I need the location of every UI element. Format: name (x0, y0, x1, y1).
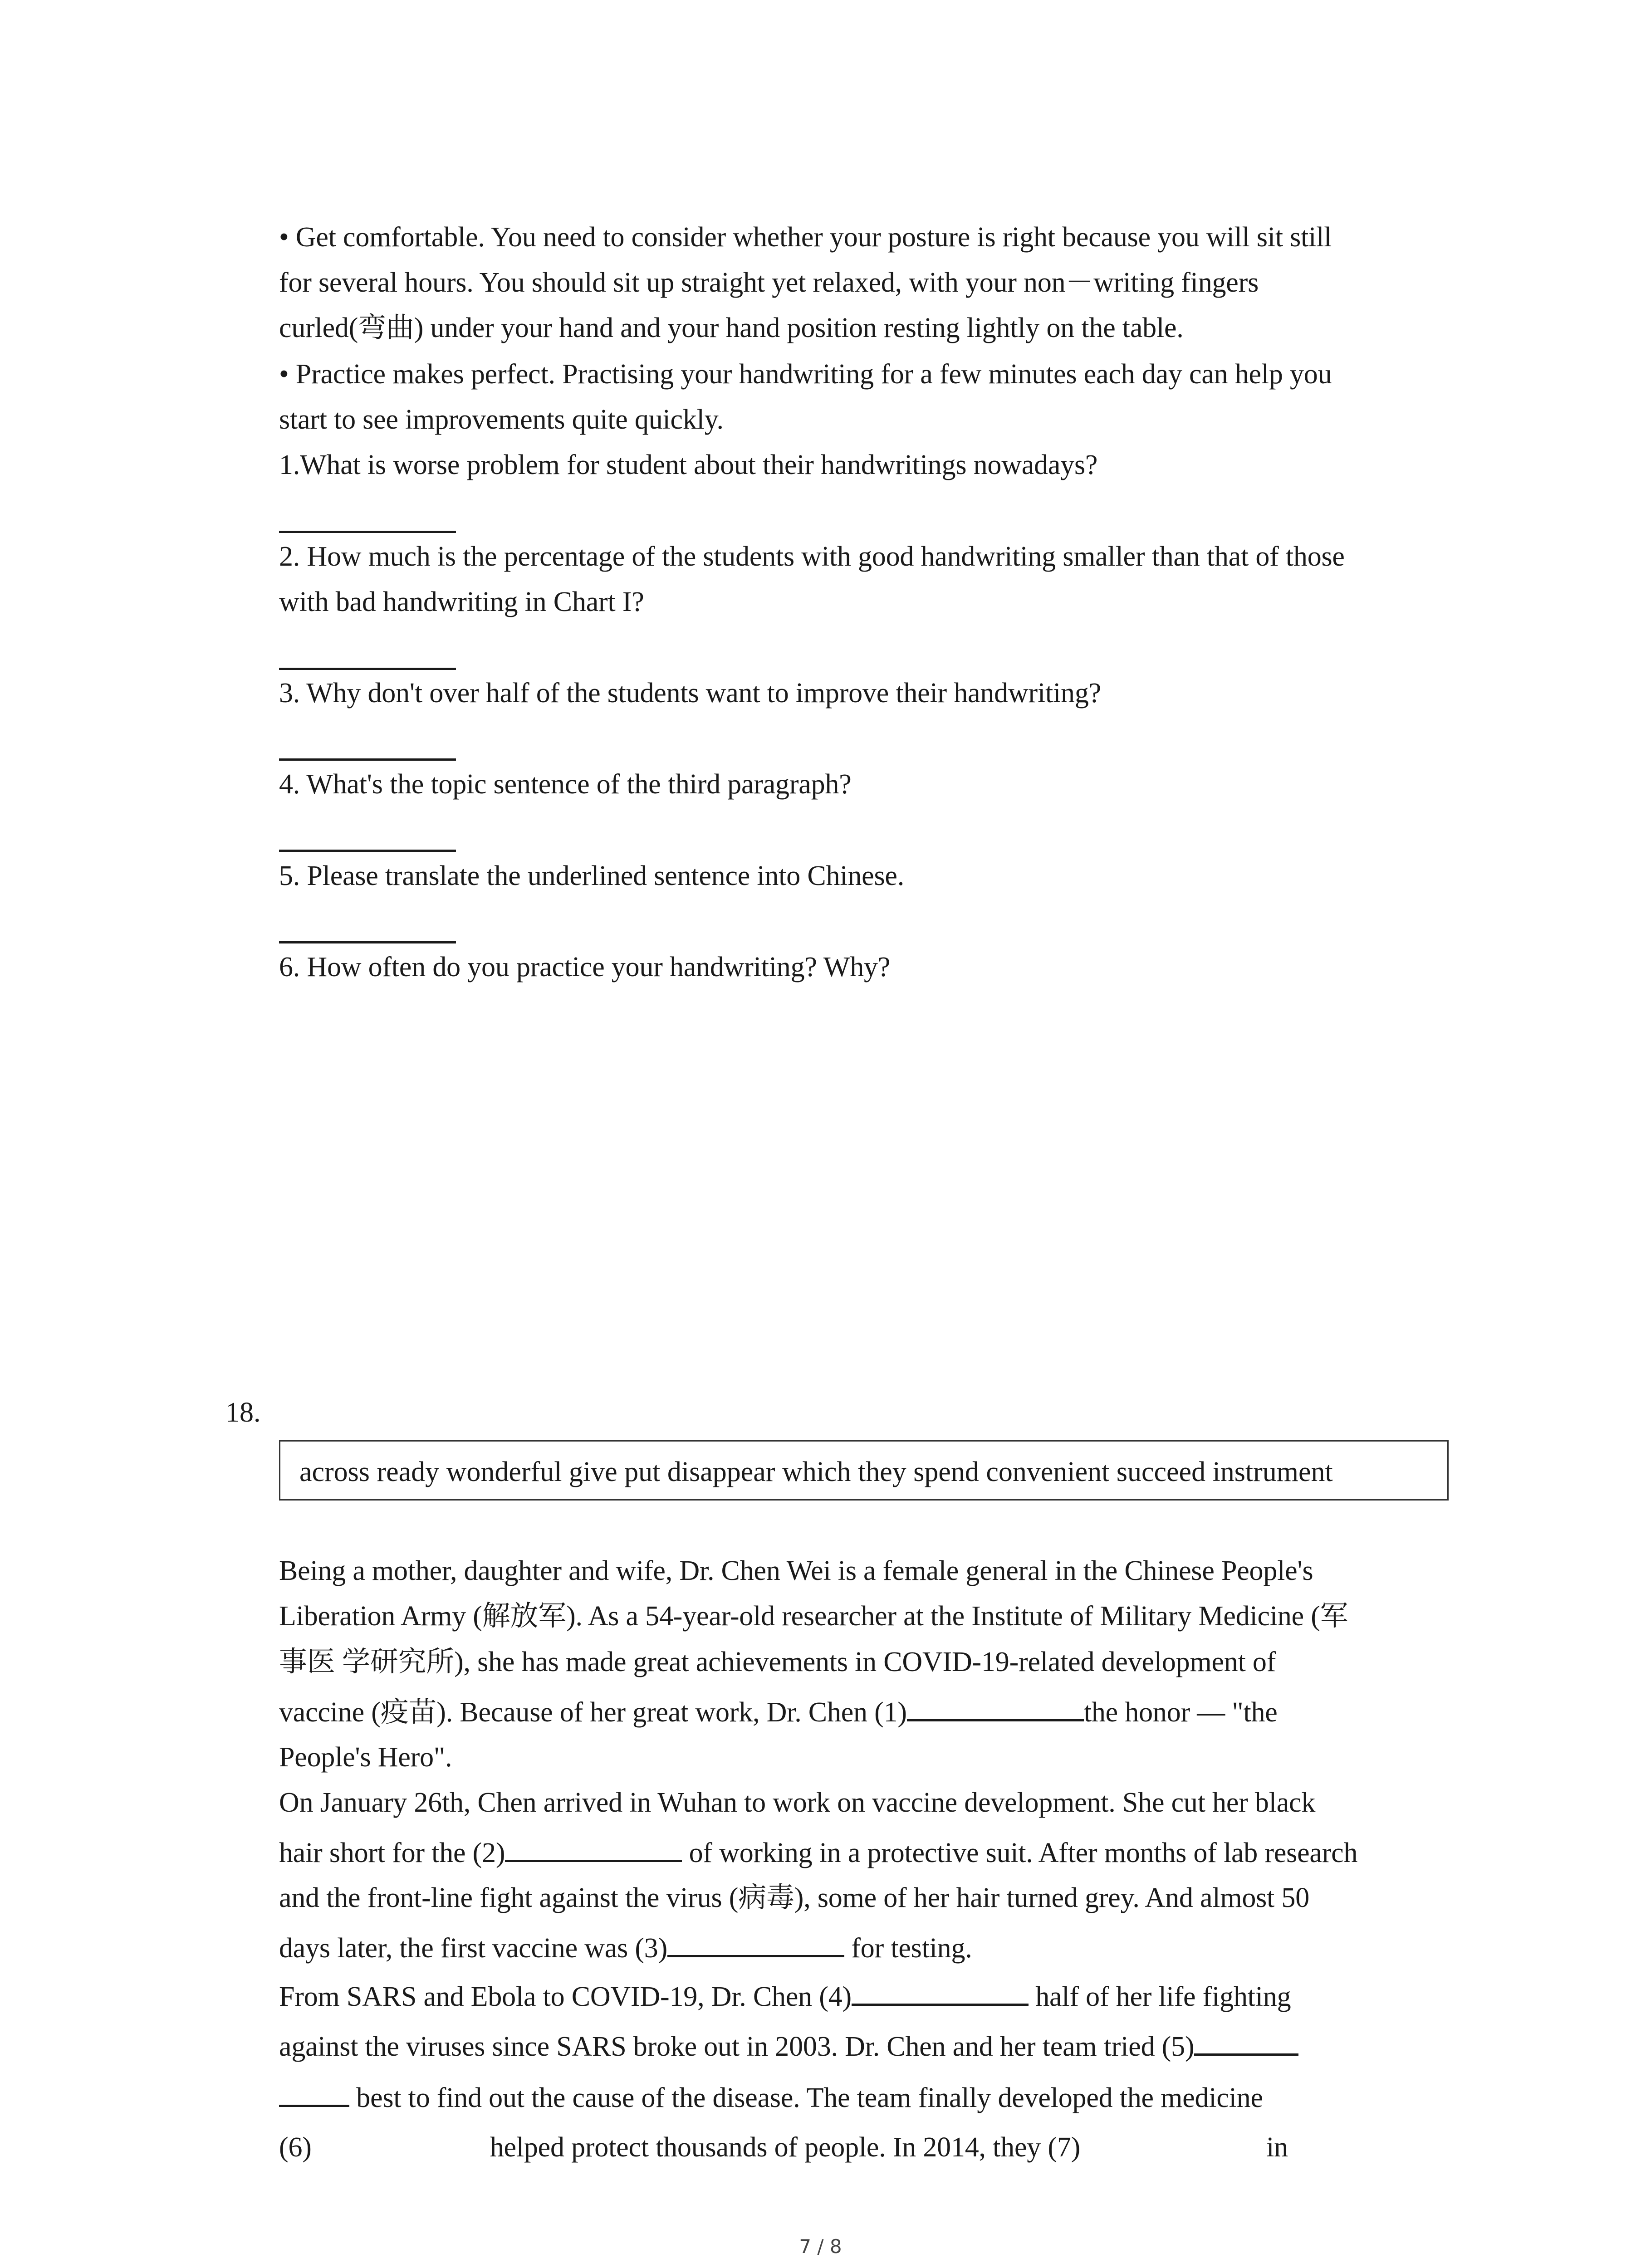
passage-line: People's Hero". (279, 1742, 452, 1773)
passage-line (279, 1932, 972, 1962)
tip-line: curled(弯曲) under your hand and your hand position resting lightly on the table. (279, 313, 1184, 343)
word-bank-box (279, 1440, 1449, 1501)
passage-text: in (1266, 2132, 1288, 2163)
question-3: 3. Why don't over half of the students want to improve their handwriting? (279, 678, 1101, 709)
passage-line: On January 26th, Chen arrived in Wuhan to work on vaccine development. She cut her black (279, 1787, 1316, 1818)
tip-line: for several hours. You should sit up straight yet relaxed, with your non－writing fingers (279, 267, 1259, 298)
passage-text: From SARS and Ebola to COVID-19, Dr. Chen (4) (279, 1981, 852, 2012)
answer-line-2[interactable] (279, 668, 456, 670)
question-2: 2. How much is the percentage of the students with good handwriting smaller than that of those (279, 541, 1345, 572)
passage-text: half of her life fighting (1028, 1981, 1291, 2012)
word-bank-text: across ready wonderful give put disappear which they spend convenient succeed instrument (299, 1457, 1333, 1487)
blank-4[interactable] (852, 1981, 1029, 2006)
passage-text: of working in a protective suit. After months of lab research (682, 1838, 1358, 1868)
answer-line-3[interactable] (279, 758, 456, 761)
passage-text: the honor — "the (1083, 1697, 1278, 1728)
answer-line-4[interactable] (279, 850, 456, 852)
passage-text: days later, the first vaccine was (3) (279, 1933, 668, 1964)
passage-line: Liberation Army (解放军). As a 54-year-old researcher at the Institute of Military Medicine (军 (279, 1601, 1348, 1632)
passage-line (279, 1696, 1278, 1726)
passage-text: (6) (279, 2132, 312, 2163)
question-2-cont: with bad handwriting in Chart I? (279, 587, 644, 617)
question-1: 1.What is worse problem for student about their handwritings nowadays? (279, 450, 1098, 480)
blank-1[interactable] (907, 1696, 1084, 1721)
question-5: 5. Please translate the underlined sentence into Chinese. (279, 860, 904, 891)
page-number: 7 / 8 (799, 2235, 842, 2258)
tip-line: • Practice makes perfect. Practising your handwriting for a few minutes each day can help you (279, 359, 1332, 390)
passage-text: vaccine (疫苗). Because of her great work, Dr. Chen (1) (279, 1697, 907, 1728)
answer-line-1[interactable] (279, 531, 456, 533)
passage-line (279, 2082, 1263, 2112)
passage-line (279, 1837, 1357, 1867)
blank-5-cont[interactable] (279, 2082, 349, 2107)
answer-line-5[interactable] (279, 941, 456, 943)
passage-line (279, 2031, 1298, 2061)
passage-text: helped protect thousands of people. In 2014, they (7) (490, 2132, 1081, 2163)
question-6: 6. How often do you practice your handwriting? Why? (279, 952, 891, 982)
question-4: 4. What's the topic sentence of the third paragraph? (279, 769, 852, 800)
passage-text: hair short for the (2) (279, 1838, 505, 1868)
blank-3[interactable] (667, 1932, 844, 1957)
blank-2[interactable] (505, 1837, 682, 1862)
tip-line: start to see improvements quite quickly. (279, 404, 724, 435)
passage-text: against the viruses since SARS broke out in 2003. Dr. Chen and her team tried (5) (279, 2031, 1195, 2062)
question-number: 18. (225, 1397, 261, 1428)
passage-line (279, 2133, 1288, 2161)
passage-text: best to find out the cause of the disease. The team finally developed the medicine (349, 2082, 1263, 2113)
tip-line: • Get comfortable. You need to consider whether your posture is right because you will sit still (279, 222, 1332, 253)
blank-5[interactable] (1194, 2031, 1298, 2056)
passage-line: and the front-line fight against the virus (病毒), some of her hair turned grey. And almost 50 (279, 1882, 1310, 1913)
passage-text: for testing. (844, 1933, 972, 1964)
passage-line: 事医 学研究所), she has made great achievements in COVID-19-related development of (279, 1647, 1276, 1677)
passage-line: Being a mother, daughter and wife, Dr. Chen Wei is a female general in the Chinese People's (279, 1555, 1313, 1586)
passage-line (279, 1981, 1291, 2011)
